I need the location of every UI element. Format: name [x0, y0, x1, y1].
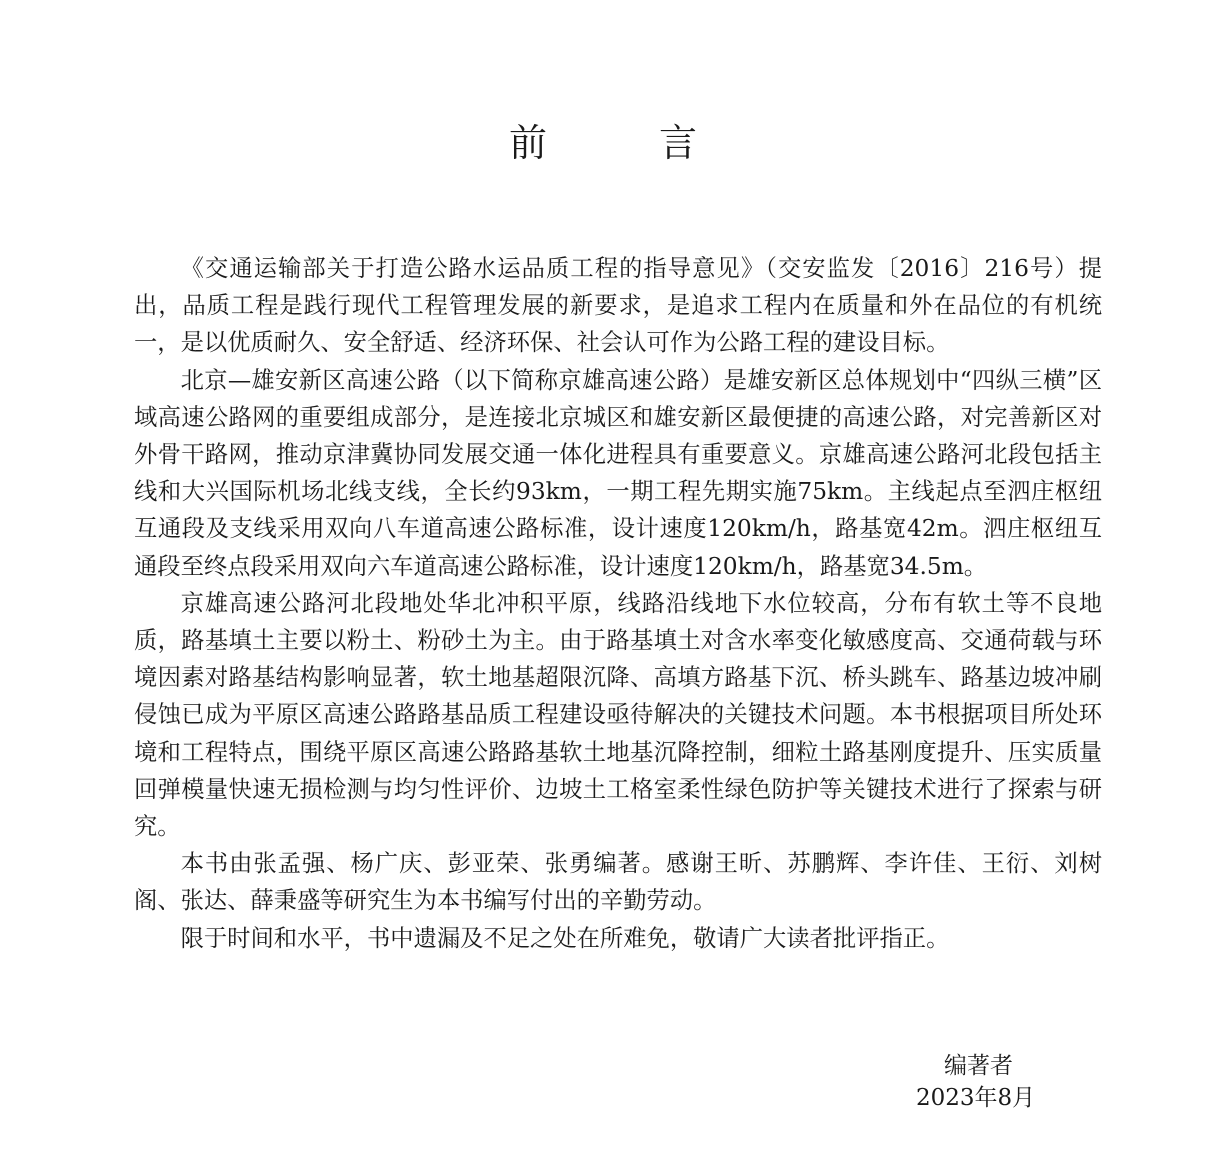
paragraph: 本书由张孟强、杨广庆、彭亚荣、张勇编著。感谢王昕、苏鹏辉、李许佳、王衍、刘树阁、张达、薛秉盛等研究生为本书编写付出的辛勤劳动。	[134, 850, 1102, 915]
paragraph: 《交通运输部关于打造公路水运品质工程的指导意见》（交安监发〔2016〕216号）提出，品质工程是践行现代工程管理发展的新要求，是追求工程内在质量和外在品位的有机统一，是以优质耐久、安全舒适、经济环保、社会认可作为公路工程的建设目标。	[134, 255, 1102, 357]
paragraph: 限于时间和水平，书中遗漏及不足之处在所难免，敬请广大读者批评指正。	[180, 924, 950, 952]
paragraph: 京雄高速公路河北段地处华北冲积平原，线路沿线地下水位较高，分布有软土等不良地质，路基填土主要以粉土、粉砂土为主。由于路基填土对含水率变化敏感度高、交通荷载与环境因素对路基结构影响显著，软土地基超限沉降、高填方路基下沉、桥头跳车、路基边坡冲刷侵蚀已成为平原区高速公路路基品质工程建设亟待解决的关键技术问题。本书根据项目所处环境和工程特点，围绕平原区高速公路路基软土地基沉降控制，细粒土路基刚度提升、压实质量回弹模量快速无损检测与均匀性评价、边坡土工格室柔性绿色防护等关键技术进行了探索与研究。	[134, 589, 1102, 841]
paragraph: 北京—雄安新区高速公路（以下简称京雄高速公路）是雄安新区总体规划中“四纵三横”区域高速公路网的重要组成部分，是连接北京城区和雄安新区最便捷的高速公路，对完善新区对外骨干路网，推动京津冀协同发展交通一体化进程具有重要意义。京雄高速公路河北段包括主线和大兴国际机场北线支线，全长约93km，一期工程先期实施75km。主线起点至泗庄枢纽互通段及支线采用双向八车道高速公路标准，设计速度120km/h，路基宽42m。泗庄枢纽互通段至终点段采用双向六车道高速公路标准，设计速度120km/h，路基宽34.5m。	[134, 366, 1102, 580]
signature-author: 编著者	[944, 1053, 1013, 1079]
page-title: 前 言	[508, 121, 748, 165]
signature-date: 2023年8月	[916, 1085, 1036, 1111]
preface-body	[134, 250, 1102, 957]
